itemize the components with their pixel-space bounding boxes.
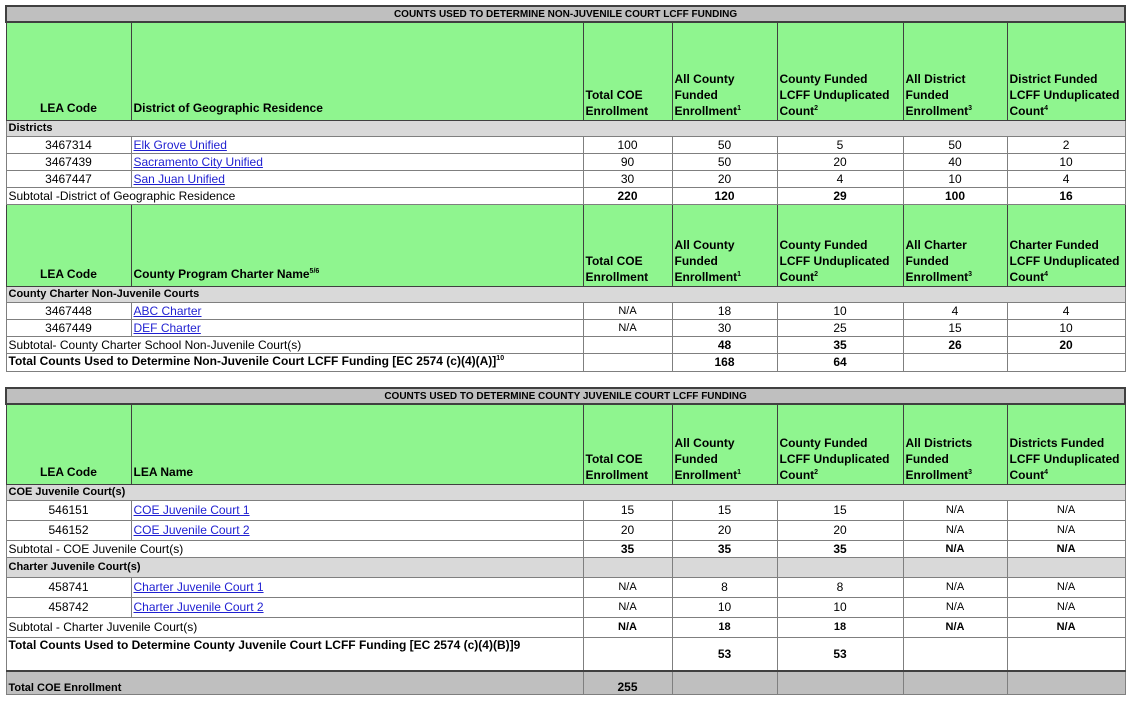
district-link[interactable]: Elk Grove Unified — [133, 137, 227, 152]
table-title-row — [6, 6, 1125, 22]
header-all-charter: All Charter Funded Enrollment$^3$ — [903, 204, 1007, 286]
county-undup: 20 — [777, 520, 903, 540]
table-row — [6, 577, 1125, 597]
header-county-undup: County Funded LCFF Unduplicated Count$^2$ — [777, 22, 903, 120]
section-label: County Charter Non-Juvenile Courts — [6, 286, 1125, 302]
grand-total-row — [6, 671, 1125, 695]
all-district: 50 — [903, 136, 1007, 153]
column-header-row — [6, 404, 1125, 484]
total-coe: N/A — [583, 319, 672, 336]
all-districts: N/A — [903, 500, 1007, 520]
all-charter: 15 — [903, 319, 1007, 336]
header-all-county: All County Funded Enrollment$^1$ — [672, 22, 777, 120]
table-row — [6, 302, 1125, 319]
total-coe: 15 — [583, 500, 672, 520]
county-undup: 25 — [777, 319, 903, 336]
all-county: 30 — [672, 319, 777, 336]
column-header-row — [6, 22, 1125, 120]
header-all-county: All County Funded Enrollment$^1$ — [672, 204, 777, 286]
table-row — [6, 170, 1125, 187]
total-row: Total Counts Used to Determine County Juvenile Court LCFF Funding [EC 2574 (c)(4)(B)]9 53 53 — [6, 637, 1125, 671]
header-all-county: All County Funded Enrollment$^1$ — [672, 404, 777, 484]
header-charter-undup: Charter Funded LCFF Unduplicated Count$^4$ — [1007, 204, 1125, 286]
total-coe: N/A — [583, 302, 672, 319]
grand-total-label: Total COE Enrollment — [6, 671, 583, 695]
district-link[interactable]: San Juan Unified — [133, 171, 225, 186]
lea-code: 458742 — [6, 597, 131, 617]
table-row — [6, 319, 1125, 336]
lea-code: 3467314 — [6, 136, 131, 153]
districts-undup: N/A — [1007, 577, 1125, 597]
all-county: 8 — [672, 577, 777, 597]
all-districts: N/A — [903, 597, 1007, 617]
column-header-row — [6, 204, 1125, 286]
header-lea-code: LEA Code — [6, 22, 131, 120]
lea-code: 458741 — [6, 577, 131, 597]
all-county: 50 — [672, 136, 777, 153]
total-coe: 90 — [583, 153, 672, 170]
court-link[interactable]: Charter Juvenile Court 1 — [133, 580, 264, 594]
section-label: Charter Juvenile Court(s) — [6, 557, 583, 577]
header-county-undup: County Funded LCFF Unduplicated Count$^2$ — [777, 404, 903, 484]
all-county: 15 — [672, 500, 777, 520]
charter-link[interactable]: ABC Charter — [133, 303, 202, 318]
header-all-districts: All Districts Funded Enrollment$^3$ — [903, 404, 1007, 484]
table-row — [6, 136, 1125, 153]
all-charter: 4 — [903, 302, 1007, 319]
subtotal-label: Subtotal- County Charter School Non-Juvenile Court(s) — [6, 336, 583, 353]
county-undup: 4 — [777, 170, 903, 187]
header-charter-name: County Program Charter Name$^{5/6}$ — [131, 204, 583, 286]
county-undup: 10 — [777, 302, 903, 319]
subtotal-row: Subtotal -District of Geographic Residence 220 120 29 100 16 — [6, 187, 1125, 204]
total-row: Total Counts Used to Determine Non-Juvenile Court LCFF Funding [EC 2574 (c)(4)(A)]$^{10}$ 168 64 — [6, 353, 1125, 371]
non-juvenile-court-table — [5, 5, 1126, 372]
header-total-coe: Total COE Enrollment — [583, 204, 672, 286]
county-undup: 5 — [777, 136, 903, 153]
header-district-undup: District Funded LCFF Unduplicated Count$^4$ — [1007, 22, 1125, 120]
table-row — [6, 597, 1125, 617]
table-title: COUNTS USED TO DETERMINE COUNTY JUVENILE COURT LCFF FUNDING — [6, 388, 1125, 404]
section-row — [6, 120, 1125, 136]
all-district: 40 — [903, 153, 1007, 170]
header-county-undup: County Funded LCFF Unduplicated Count$^2$ — [777, 204, 903, 286]
header-total-coe: Total COE Enrollment — [583, 22, 672, 120]
juvenile-court-table — [5, 387, 1126, 695]
subtotal-label: Subtotal - COE Juvenile Court(s) — [6, 540, 583, 557]
county-undup: 20 — [777, 153, 903, 170]
table-title-row — [6, 388, 1125, 404]
header-districts-undup: Districts Funded LCFF Unduplicated Count$^4$ — [1007, 404, 1125, 484]
all-county: 20 — [672, 170, 777, 187]
subtotal-row: Subtotal - COE Juvenile Court(s) 35 35 35 N/A N/A — [6, 540, 1125, 557]
total-label: Total Counts Used to Determine County Juvenile Court LCFF Funding [EC 2574 (c)(4)(B)]9 — [6, 637, 583, 671]
table-row — [6, 153, 1125, 170]
county-undup: 10 — [777, 597, 903, 617]
county-undup: 15 — [777, 500, 903, 520]
county-undup: 8 — [777, 577, 903, 597]
charter-link[interactable]: DEF Charter — [133, 320, 201, 335]
subtotal-label: Subtotal - Charter Juvenile Court(s) — [6, 617, 583, 637]
districts-undup: N/A — [1007, 597, 1125, 617]
section-row — [6, 557, 1125, 577]
district-undup: 2 — [1007, 136, 1125, 153]
section-label: Districts — [6, 120, 1125, 136]
subtotal-row: Subtotal- County Charter School Non-Juvenile Court(s) 48 35 26 20 — [6, 336, 1125, 353]
lea-code: 3467448 — [6, 302, 131, 319]
charter-undup: 10 — [1007, 319, 1125, 336]
all-county: 10 — [672, 597, 777, 617]
total-label: Total Counts Used to Determine Non-Juvenile Court LCFF Funding [EC 2574 (c)(4)(A)]$^{10}$ — [6, 353, 583, 371]
districts-undup: N/A — [1007, 520, 1125, 540]
total-coe: 20 — [583, 520, 672, 540]
court-link[interactable]: COE Juvenile Court 2 — [133, 523, 250, 537]
subtotal-row: Subtotal - Charter Juvenile Court(s) N/A 18 18 N/A N/A — [6, 617, 1125, 637]
total-coe: N/A — [583, 577, 672, 597]
district-undup: 10 — [1007, 153, 1125, 170]
all-districts: N/A — [903, 520, 1007, 540]
header-lea-code: LEA Code — [6, 204, 131, 286]
district-link[interactable]: Sacramento City Unified — [133, 154, 263, 169]
header-lea-code: LEA Code — [6, 404, 131, 484]
table-row — [6, 520, 1125, 540]
charter-undup: 4 — [1007, 302, 1125, 319]
table-title: COUNTS USED TO DETERMINE NON-JUVENILE COURT LCFF FUNDING — [6, 6, 1125, 22]
table-row — [6, 500, 1125, 520]
lea-code: 3467449 — [6, 319, 131, 336]
header-total-coe: Total COE Enrollment — [583, 404, 672, 484]
court-link[interactable]: COE Juvenile Court 1 — [133, 503, 250, 517]
header-all-district: All District Funded Enrollment$^3$ — [903, 22, 1007, 120]
subtotal-label: Subtotal -District of Geographic Residence — [6, 187, 583, 204]
all-county: 50 — [672, 153, 777, 170]
total-coe: 100 — [583, 136, 672, 153]
header-district: District of Geographic Residence — [131, 22, 583, 120]
section-label: COE Juvenile Court(s) — [6, 484, 1125, 500]
lea-code: 3467447 — [6, 170, 131, 187]
total-coe: 30 — [583, 170, 672, 187]
section-row — [6, 484, 1125, 500]
lea-code: 3467439 — [6, 153, 131, 170]
districts-undup: N/A — [1007, 500, 1125, 520]
lea-code: 546151 — [6, 500, 131, 520]
lea-code: 546152 — [6, 520, 131, 540]
header-lea-name: LEA Name — [131, 404, 583, 484]
all-county: 18 — [672, 302, 777, 319]
all-districts: N/A — [903, 577, 1007, 597]
grand-total-value: 255 — [583, 671, 672, 695]
section-row — [6, 286, 1125, 302]
total-coe: N/A — [583, 597, 672, 617]
district-undup: 4 — [1007, 170, 1125, 187]
all-county: 20 — [672, 520, 777, 540]
court-link[interactable]: Charter Juvenile Court 2 — [133, 600, 264, 614]
all-district: 10 — [903, 170, 1007, 187]
